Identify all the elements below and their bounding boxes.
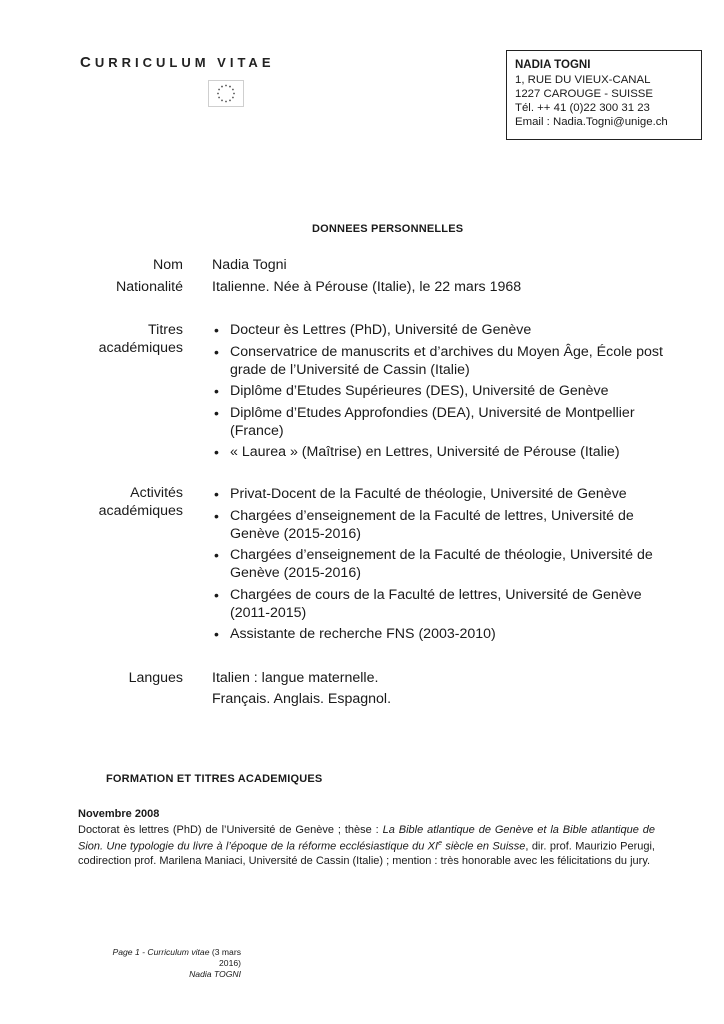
contact-box	[506, 50, 702, 140]
label-titres-line2: académiques	[98, 340, 183, 356]
value-langues-1: Italien : langue maternelle.	[212, 670, 379, 686]
label-titres-line1: Titres	[148, 322, 183, 338]
list-item: • Assistante de recherche FNS (2003-2010)	[212, 625, 672, 643]
page-footer	[100, 947, 241, 980]
list-item: • « Laurea » (Maîtrise) en Lettres, Université de Pérouse (Italie)	[212, 443, 672, 461]
star-dot	[232, 97, 234, 99]
star-dot	[218, 89, 220, 91]
list-item: • Diplôme d’Etudes Supérieures (DES), Université de Genève	[212, 382, 672, 400]
star-dot	[221, 100, 223, 102]
list-item: • Conservatrice de manuscrits et d’archives du Moyen Âge, École post grade de l’Université de Cassin (Italie)	[212, 343, 672, 379]
contact-address-line1: 1, RUE DU VIEUX-CANAL	[515, 74, 651, 86]
footer-author: Nadia TOGNI	[189, 969, 241, 979]
contact-phone: Tél. ++ 41 (0)22 300 31 23	[515, 102, 650, 114]
value-langues-2: Français. Anglais. Espagnol.	[212, 691, 392, 707]
entry-text-1: Doctorat ès lettres (PhD) de l’Université de Genève ; thèse :	[78, 824, 383, 836]
section-heading-formation: FORMATION ET TITRES ACADEMIQUES	[106, 773, 323, 785]
list-item: • Chargées d’enseignement de la Faculté de théologie, Université de Genève (2015-2016)	[212, 546, 672, 582]
cv-title	[80, 54, 274, 71]
list-item: • Privat-Docent de la Faculté de théologie, Université de Genève	[212, 485, 672, 503]
entry-description	[78, 823, 655, 869]
activites-list	[212, 485, 672, 647]
label-nationalite: Nationalité	[115, 279, 183, 295]
thesis-superscript: e	[438, 840, 442, 848]
list-item: • Chargées de cours de la Faculté de lettres, Université de Genève (2011-2015)	[212, 586, 672, 622]
star-dot	[229, 100, 231, 102]
titres-list	[212, 321, 672, 465]
eu-stars-icon	[208, 80, 244, 107]
value-nom: Nadia Togni	[212, 257, 287, 273]
footer-date: (3 mars 2016)	[209, 947, 241, 968]
star-dot	[225, 85, 227, 87]
star-dot	[225, 101, 227, 103]
star-dot	[229, 86, 231, 88]
list-item: • Docteur ès Lettres (PhD), Université de Genève	[212, 321, 672, 339]
footer-page-label: Page 1 - Curriculum vitae	[112, 947, 210, 957]
label-langues: Langues	[128, 670, 183, 686]
value-nationalite: Italienne. Née à Pérouse (Italie), le 22 mars 1968	[212, 279, 522, 295]
list-item: • Diplôme d’Etudes Approfondies (DEA), Université de Montpellier (France)	[212, 404, 672, 440]
entry-text-2: , dir. prof. Maurizio Perugi, codirection prof. Marilena Maniaci, Université de Cassin (Italie) ; mention : très honorable avec les félicitations du jury.	[78, 840, 655, 868]
label-activites-line2: académiques	[98, 503, 183, 519]
label-nom: Nom	[153, 257, 183, 273]
section-heading-personal: DONNEES PERSONNELLES	[312, 223, 464, 235]
label-activites	[99, 484, 183, 520]
star-dot	[221, 86, 223, 88]
entry-date: Novembre 2008	[78, 808, 160, 820]
star-dot	[217, 93, 219, 95]
star-dot	[232, 89, 234, 91]
star-dot	[218, 97, 220, 99]
cv-title-rest: URRICULUM VITAE	[94, 55, 275, 70]
contact-name: NADIA TOGNI	[515, 59, 591, 71]
thesis-title-1: La Bible atlantique de Genève et la Bible atlantique de Sion. Une typologie du livre à l’époque de la réforme ecclésiastique du XI	[78, 824, 655, 853]
thesis-title-2: siècle en Suisse	[441, 840, 526, 853]
star-dot	[233, 93, 235, 95]
contact-email: Email : Nadia.Togni@unige.ch	[515, 116, 668, 128]
label-activites-line1: Activités	[130, 485, 183, 501]
label-titres	[99, 321, 183, 357]
list-item: • Chargées d’enseignement de la Faculté de lettres, Université de Genève (2015-2016)	[212, 507, 672, 543]
contact-address-line2: 1227 CAROUGE - SUISSE	[515, 88, 654, 100]
cv-title-initial: C	[80, 54, 95, 71]
